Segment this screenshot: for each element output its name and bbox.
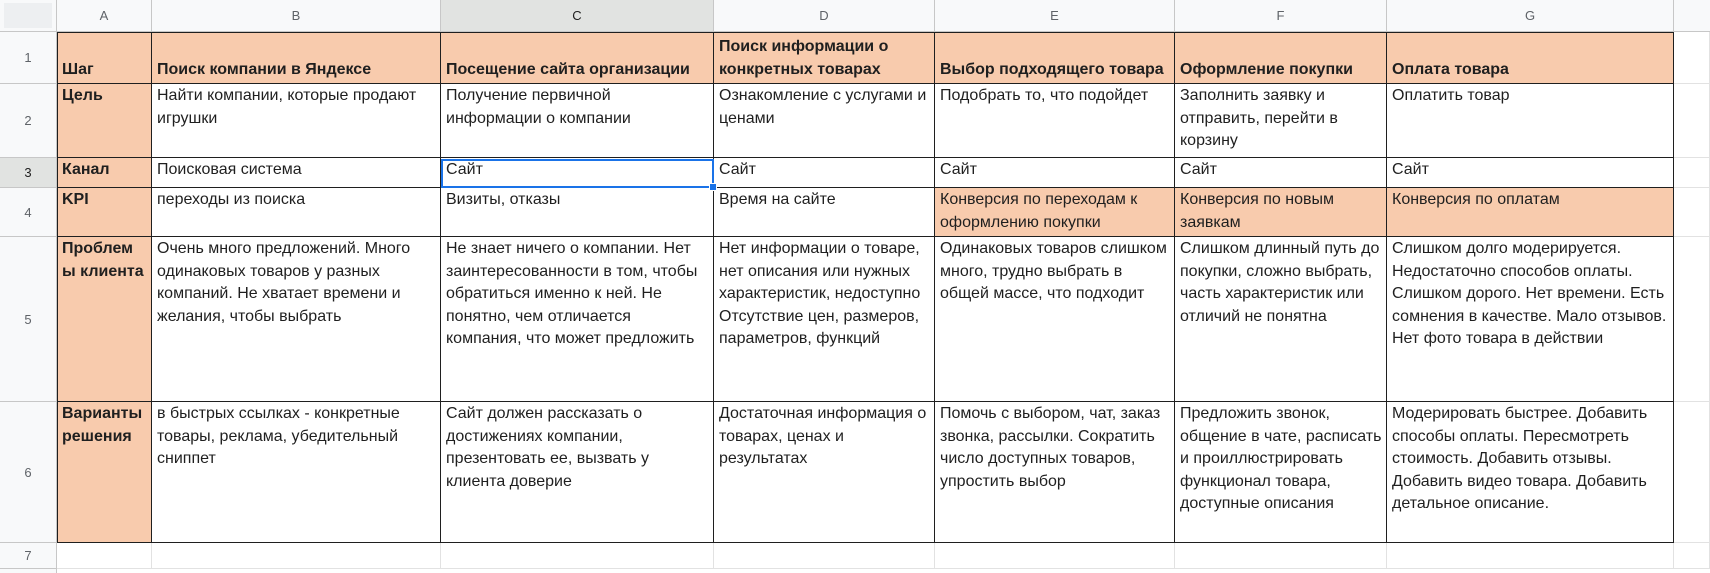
- cell-d6[interactable]: Достаточная информация о товарах, ценах и результатах: [714, 402, 935, 543]
- empty-cell[interactable]: [1674, 188, 1710, 237]
- cell-g2[interactable]: Оплатить товар: [1387, 84, 1674, 158]
- cell-c6[interactable]: Сайт должен рассказать о достижениях компании, презентовать ее, вызвать у клиента доверие: [441, 402, 714, 543]
- row-header-6[interactable]: 6: [0, 402, 57, 543]
- cell-d1[interactable]: [714, 32, 935, 84]
- cell-c4[interactable]: Визиты, отказы: [441, 188, 714, 237]
- cell-text: Поиск компании в Яндексе: [157, 60, 372, 78]
- cell-e2[interactable]: Подобрать то, что подойдет: [935, 84, 1175, 158]
- empty-cell-e7[interactable]: [935, 543, 1175, 569]
- cell-text: Посещение сайта организации: [446, 60, 690, 78]
- cell-c2[interactable]: Получение первичной информации о компании: [441, 84, 714, 158]
- cell-a2[interactable]: Цель: [57, 84, 152, 158]
- cell-a3[interactable]: Канал: [57, 158, 152, 188]
- empty-cell-c7[interactable]: [441, 543, 714, 569]
- cell-a4[interactable]: KPI: [57, 188, 152, 237]
- cell-e3[interactable]: Сайт: [935, 158, 1175, 188]
- cell-b4[interactable]: переходы из поиска: [152, 188, 441, 237]
- column-header-b[interactable]: B: [152, 0, 441, 32]
- cell-text: Поиск информации о конкретных товарах: [719, 38, 889, 78]
- cell-b3[interactable]: Поисковая система: [152, 158, 441, 188]
- cell-e1[interactable]: [935, 32, 1175, 84]
- cell-f6[interactable]: Предложить звонок, общение в чате, расписать и проиллюстрировать функционал товара, доступные описания: [1175, 402, 1387, 543]
- cell-d5[interactable]: Нет информации о товаре, нет описания или нужных характеристик, недоступно Отсутствие цен, размеров, параметров, функций: [714, 237, 935, 402]
- cell-c1[interactable]: [441, 32, 714, 84]
- row-header-7[interactable]: 7: [0, 543, 57, 569]
- cell-e6[interactable]: Помочь с выбором, чат, заказ звонка, рассылки. Сократить число доступных товаров, упростить выбор: [935, 402, 1175, 543]
- empty-cell-d7[interactable]: [714, 543, 935, 569]
- cell-b5[interactable]: Очень много предложений. Много одинаковых товаров у разных компаний. Не хватает времени и желания, чтобы выбрать: [152, 237, 441, 402]
- row-header-5[interactable]: 5: [0, 237, 57, 402]
- column-header-e[interactable]: E: [935, 0, 1175, 32]
- cell-text: Выбор подходящего товара: [940, 60, 1164, 78]
- cell-f1[interactable]: [1175, 32, 1387, 84]
- empty-cell[interactable]: [1674, 543, 1710, 569]
- cell-text: Шаг: [62, 60, 94, 78]
- cell-b2[interactable]: Найти компании, которые продают игрушки: [152, 84, 441, 158]
- cell-c5[interactable]: Не знает ничего о компании. Нет заинтересованности в том, чтобы обратиться именно к ней. Не понятно, чем отличается компания, что может предложить: [441, 237, 714, 402]
- row-header-3[interactable]: 3: [0, 158, 57, 188]
- cell-c3[interactable]: Сайт: [441, 158, 714, 188]
- empty-cell[interactable]: [1674, 402, 1710, 543]
- cell-g5[interactable]: Слишком долго модерируется. Недостаточно способов оплаты. Слишком дорого. Нет времени. Есть сомнения в качестве. Мало отзывов. Нет фото товара в действии: [1387, 237, 1674, 402]
- cell-g1[interactable]: [1387, 32, 1674, 84]
- cell-d3[interactable]: Сайт: [714, 158, 935, 188]
- cell-g6[interactable]: Модерировать быстрее. Добавить способы оплаты. Пересмотреть стоимость. Добавить отзывы. Добавить видео товара. Добавить детальное описание.: [1387, 402, 1674, 543]
- empty-cell-f7[interactable]: [1175, 543, 1387, 569]
- column-header-d[interactable]: D: [714, 0, 935, 32]
- row-header-1[interactable]: 1: [0, 32, 57, 84]
- empty-cell-a7[interactable]: [57, 543, 152, 569]
- table-left-border: [57, 32, 58, 543]
- cell-d2[interactable]: Ознакомление с услугами и ценами: [714, 84, 935, 158]
- column-header-f[interactable]: F: [1175, 0, 1387, 32]
- cell-a5[interactable]: Проблем ы клиента: [57, 237, 152, 402]
- cell-e4[interactable]: Конверсия по переходам к оформлению покупки: [935, 188, 1175, 237]
- cell-e5[interactable]: Одинаковых товаров слишком много, трудно выбрать в общей массе, что подходит: [935, 237, 1175, 402]
- table-top-border: [57, 32, 1674, 33]
- cell-g3[interactable]: Сайт: [1387, 158, 1674, 188]
- cell-f4[interactable]: Конверсия по новым заявкам: [1175, 188, 1387, 237]
- empty-cell-g7[interactable]: [1387, 543, 1674, 569]
- column-header-c[interactable]: C: [441, 0, 714, 32]
- cell-g4[interactable]: Конверсия по оплатам: [1387, 188, 1674, 237]
- cell-a6[interactable]: Варианты решения: [57, 402, 152, 543]
- empty-cell-b7[interactable]: [152, 543, 441, 569]
- empty-cell[interactable]: [1674, 237, 1710, 402]
- row-header-overflow: [0, 569, 57, 573]
- cell-f2[interactable]: Заполнить заявку и отправить, перейти в корзину: [1175, 84, 1387, 158]
- column-header-overflow: [1674, 0, 1710, 32]
- empty-cell[interactable]: [1674, 84, 1710, 158]
- row-header-4[interactable]: 4: [0, 188, 57, 237]
- empty-cell[interactable]: [1674, 32, 1710, 84]
- cell-a1[interactable]: [57, 32, 152, 84]
- cell-f5[interactable]: Слишком длинный путь до покупки, сложно выбрать, часть характеристик или отличий не понятна: [1175, 237, 1387, 402]
- row-header-2[interactable]: 2: [0, 84, 57, 158]
- cell-b6[interactable]: в быстрых ссылках - конкретные товары, реклама, убедительный сниппет: [152, 402, 441, 543]
- cell-text: Оформление покупки: [1180, 60, 1353, 78]
- cell-text: Оплата товара: [1392, 60, 1509, 78]
- fill-handle[interactable]: [709, 183, 717, 191]
- cell-f3[interactable]: Сайт: [1175, 158, 1387, 188]
- cell-b1[interactable]: [152, 32, 441, 84]
- column-header-a[interactable]: A: [57, 0, 152, 32]
- cell-d4[interactable]: Время на сайте: [714, 188, 935, 237]
- select-all-corner[interactable]: [0, 0, 57, 32]
- empty-cell[interactable]: [1674, 158, 1710, 188]
- column-header-g[interactable]: G: [1387, 0, 1674, 32]
